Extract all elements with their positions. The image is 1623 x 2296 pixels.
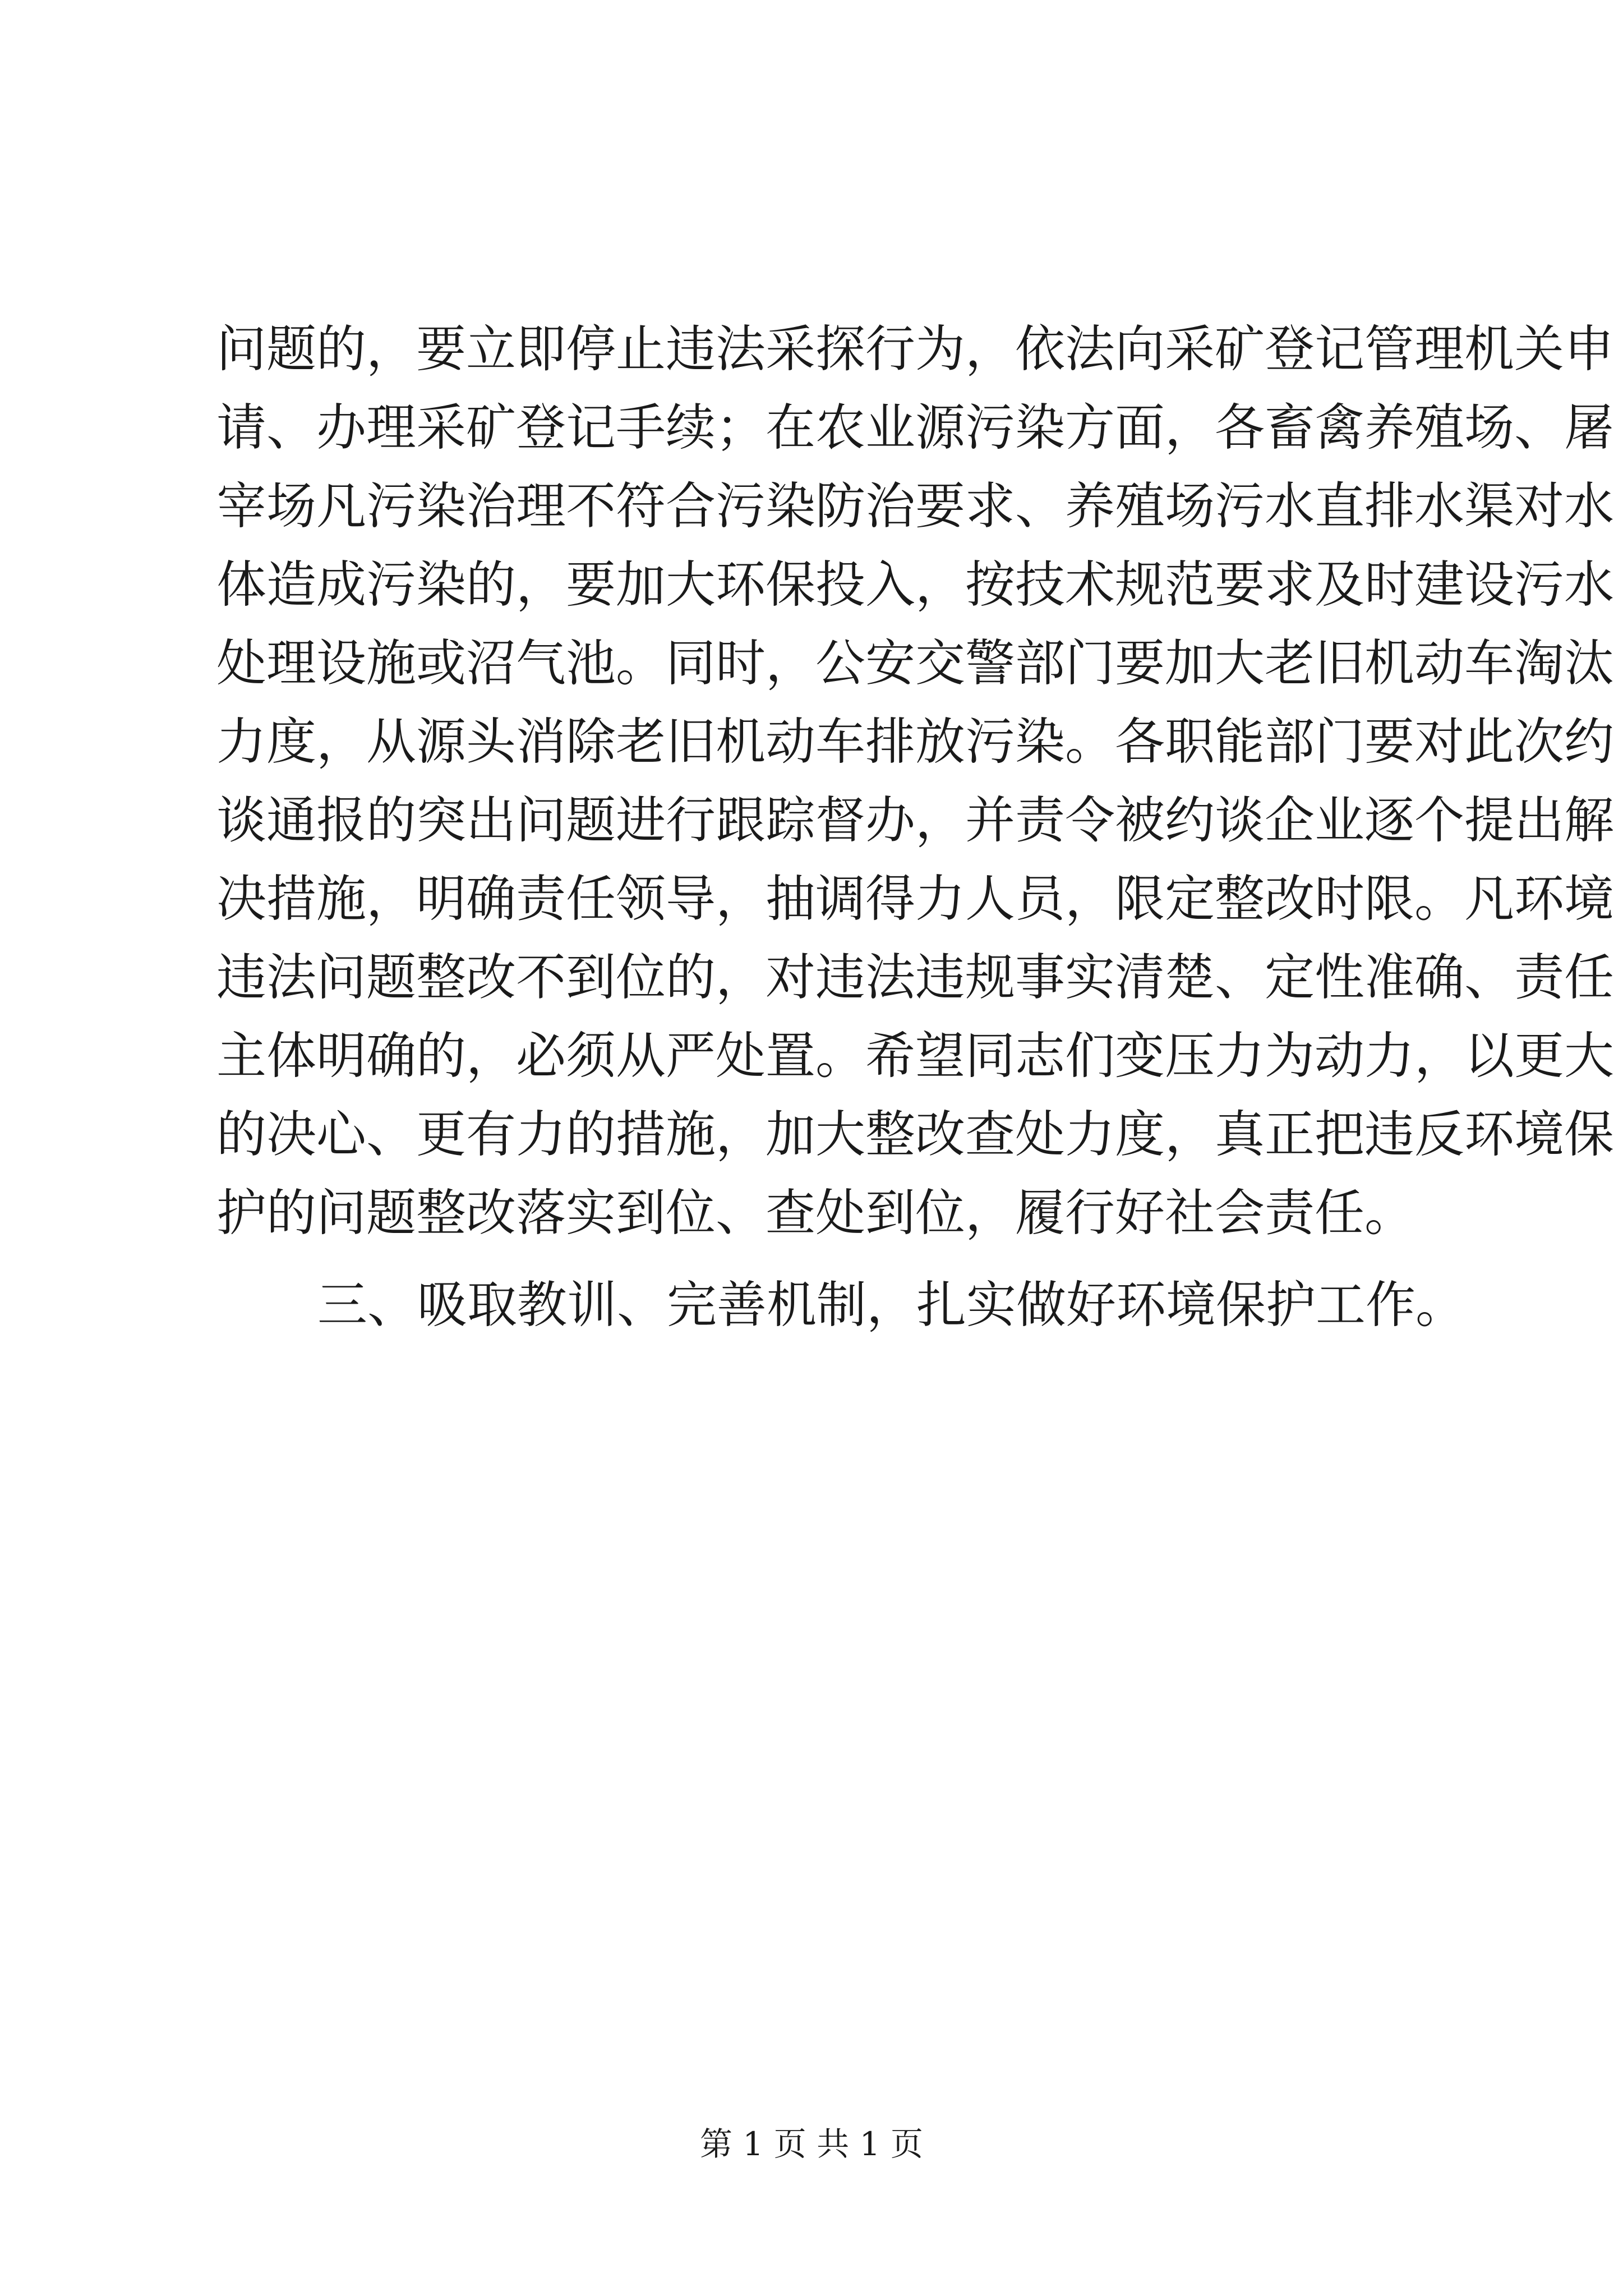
- paragraph-line: 宰场凡污染治理不符合污染防治要求、养殖场污水直排水渠对水: [216, 477, 1614, 535]
- paragraph-line: 护的问题整改落实到位、查处到位，履行好社会责任。: [216, 1184, 1414, 1242]
- paragraph-line: 请、办理采矿登记手续；在农业源污染方面，各畜禽养殖场、屠: [216, 398, 1614, 457]
- paragraph-line: 的决心、更有力的措施，加大整改查处力度，真正把违反环境保: [216, 1105, 1614, 1163]
- paragraph-line: 谈通报的突出问题进行跟踪督办，并责令被约谈企业逐个提出解: [216, 791, 1614, 849]
- body-text: [216, 310, 1614, 1344]
- paragraph-line: 体造成污染的，要加大环保投入，按技术规范要求及时建设污水: [216, 555, 1614, 614]
- paragraph-line: 问题的，要立即停止违法采探行为，依法向采矿登记管理机关申: [216, 320, 1614, 378]
- paragraph-line: 处理设施或沼气池。同时，公安交警部门要加大老旧机动车淘汰: [216, 634, 1614, 692]
- paragraph-line: 主体明确的，必须从严处置。希望同志们变压力为动力，以更大: [216, 1027, 1614, 1085]
- page-footer: 第 1 页 共 1 页: [700, 2125, 923, 2163]
- paragraph-line: 违法问题整改不到位的，对违法违规事实清楚、定性准确、责任: [216, 948, 1614, 1006]
- paragraph-line: 决措施，明确责任领导，抽调得力人员，限定整改时限。凡环境: [216, 869, 1614, 928]
- section-heading: 三、吸取教训、完善机制，扎实做好环境保护工作。: [317, 1276, 1465, 1334]
- paragraph-line: 力度，从源头消除老旧机动车排放污染。各职能部门要对此次约: [216, 712, 1614, 771]
